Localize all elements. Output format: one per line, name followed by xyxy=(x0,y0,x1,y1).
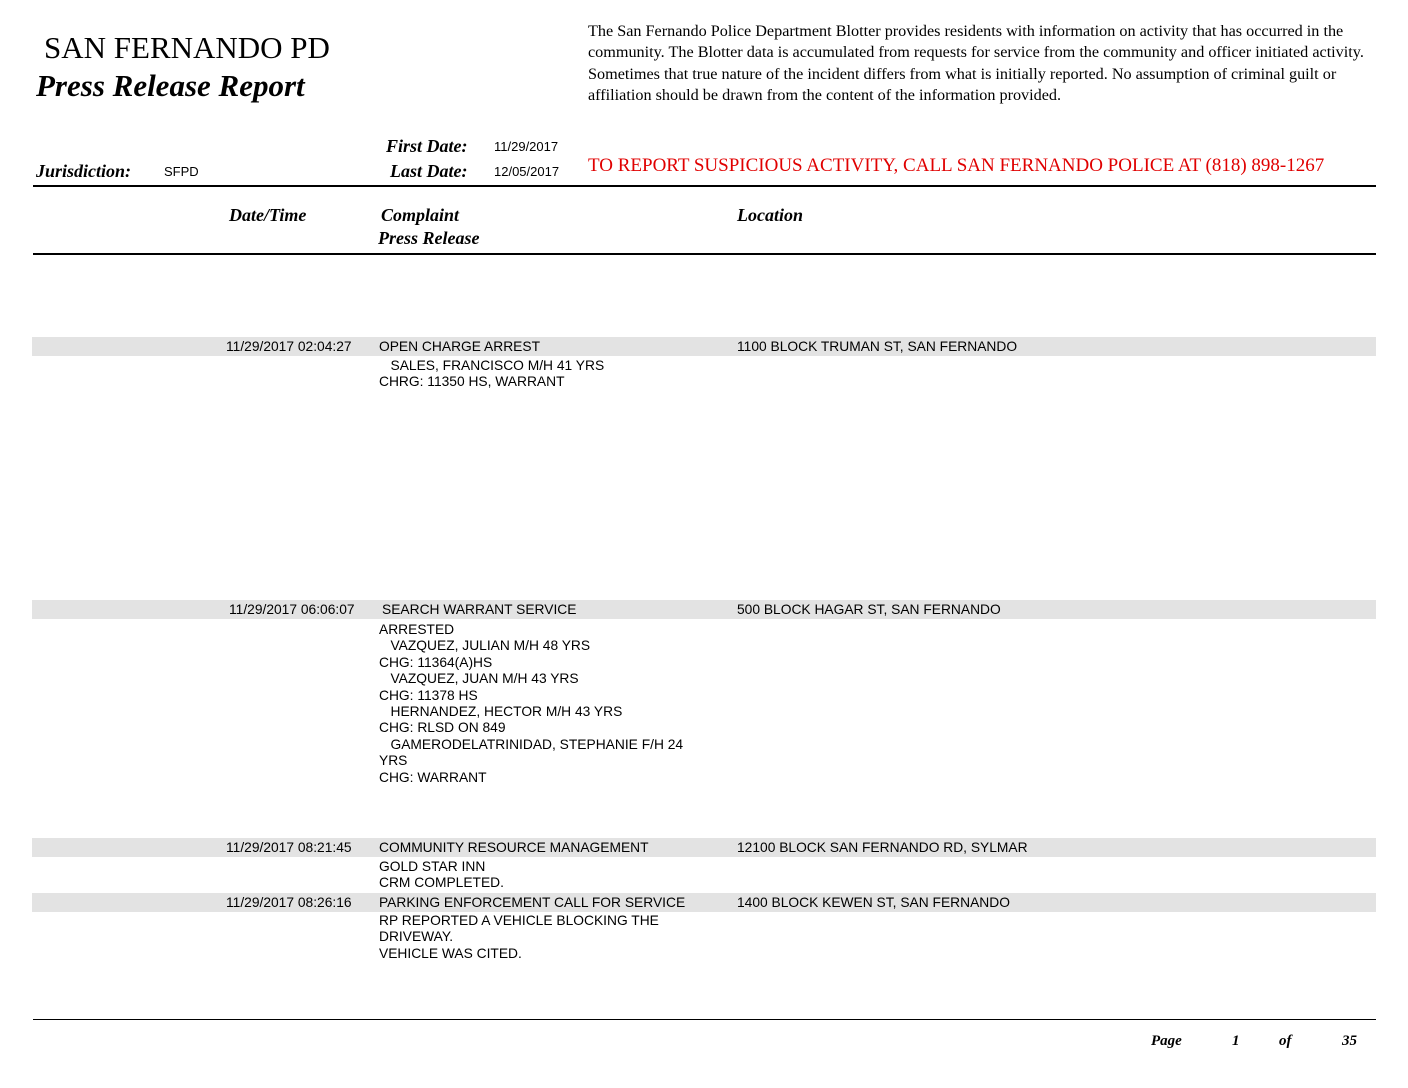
report-title: Press Release Report xyxy=(36,68,305,103)
column-header-complaint: Complaint xyxy=(381,205,460,225)
column-header-press-release: Press Release xyxy=(378,228,480,248)
footer-page-total: 35 xyxy=(1342,1033,1357,1049)
column-header-location: Location xyxy=(737,205,803,225)
entry-press-release: GOLD STAR INN CRM COMPLETED. xyxy=(379,859,504,891)
first-date-label: First Date: xyxy=(386,136,468,156)
entry-location: 12100 BLOCK SAN FERNANDO RD, SYLMAR xyxy=(737,840,1028,855)
last-date-value: 12/05/2017 xyxy=(494,164,560,179)
column-header-rule xyxy=(33,253,1376,255)
entry-press-release: SALES, FRANCISCO M/H 41 YRS CHRG: 11350 HS, WARRANT xyxy=(379,358,605,390)
entry-location: 1100 BLOCK TRUMAN ST, SAN FERNANDO xyxy=(737,339,1018,354)
footer-of-label: of xyxy=(1279,1033,1292,1049)
entry-location: 1400 BLOCK KEWEN ST, SAN FERNANDO xyxy=(737,895,1010,910)
entry-datetime: 11/29/2017 02:04:27 xyxy=(226,339,352,354)
entry-datetime: 11/29/2017 08:26:16 xyxy=(226,895,352,910)
first-date-value: 11/29/2017 xyxy=(494,139,559,154)
footer-rule xyxy=(33,1019,1376,1020)
footer-page-label: Page xyxy=(1151,1033,1182,1049)
footer-page-number: 1 xyxy=(1232,1033,1240,1049)
jurisdiction-value: SFPD xyxy=(164,164,199,179)
entry-location: 500 BLOCK HAGAR ST, SAN FERNANDO xyxy=(737,602,1001,617)
entry-complaint: OPEN CHARGE ARREST xyxy=(379,339,540,354)
department-name: SAN FERNANDO PD xyxy=(44,30,330,65)
entry-datetime: 11/29/2017 06:06:07 xyxy=(229,602,355,617)
entry-complaint: PARKING ENFORCEMENT CALL FOR SERVICE xyxy=(379,895,686,910)
entry-press-release: ARRESTED VAZQUEZ, JULIAN M/H 48 YRS CHG: 11364(A)HS VAZQUEZ, JUAN M/H 43 YRS CHG: 11378 HS HERNANDEZ, HECTOR M/H 43 YRS CHG: RLSD ON 849 GAMERODELATRINIDAD, STEPHANIE F/H 24 YRS CHG: WARRANT xyxy=(379,622,684,785)
jurisdiction-label: Jurisdiction: xyxy=(36,161,132,181)
entry-complaint: SEARCH WARRANT SERVICE xyxy=(382,602,577,617)
disclaimer-text: The San Fernando Police Department Blotter provides residents with information on activity that has occurred in the community. The Blotter data is accumulated from requests for service from the community and officer initiated activity. Sometimes that true nature of the incident differs from what is initially reported. No assumption of criminal guilt or affiliation should be drawn from the content of the information provided. xyxy=(588,22,1364,105)
last-date-label: Last Date: xyxy=(390,161,468,181)
suspicious-activity-notice: TO REPORT SUSPICIOUS ACTIVITY, CALL SAN FERNANDO POLICE AT (818) 898-1267 xyxy=(588,155,1325,176)
entry-press-release: RP REPORTED A VEHICLE BLOCKING THE DRIVEWAY. VEHICLE WAS CITED. xyxy=(379,913,659,961)
entry-datetime: 11/29/2017 08:21:45 xyxy=(226,840,352,855)
column-header-datetime: Date/Time xyxy=(229,205,307,225)
header-rule xyxy=(33,185,1376,187)
entry-complaint: COMMUNITY RESOURCE MANAGEMENT xyxy=(379,840,649,855)
